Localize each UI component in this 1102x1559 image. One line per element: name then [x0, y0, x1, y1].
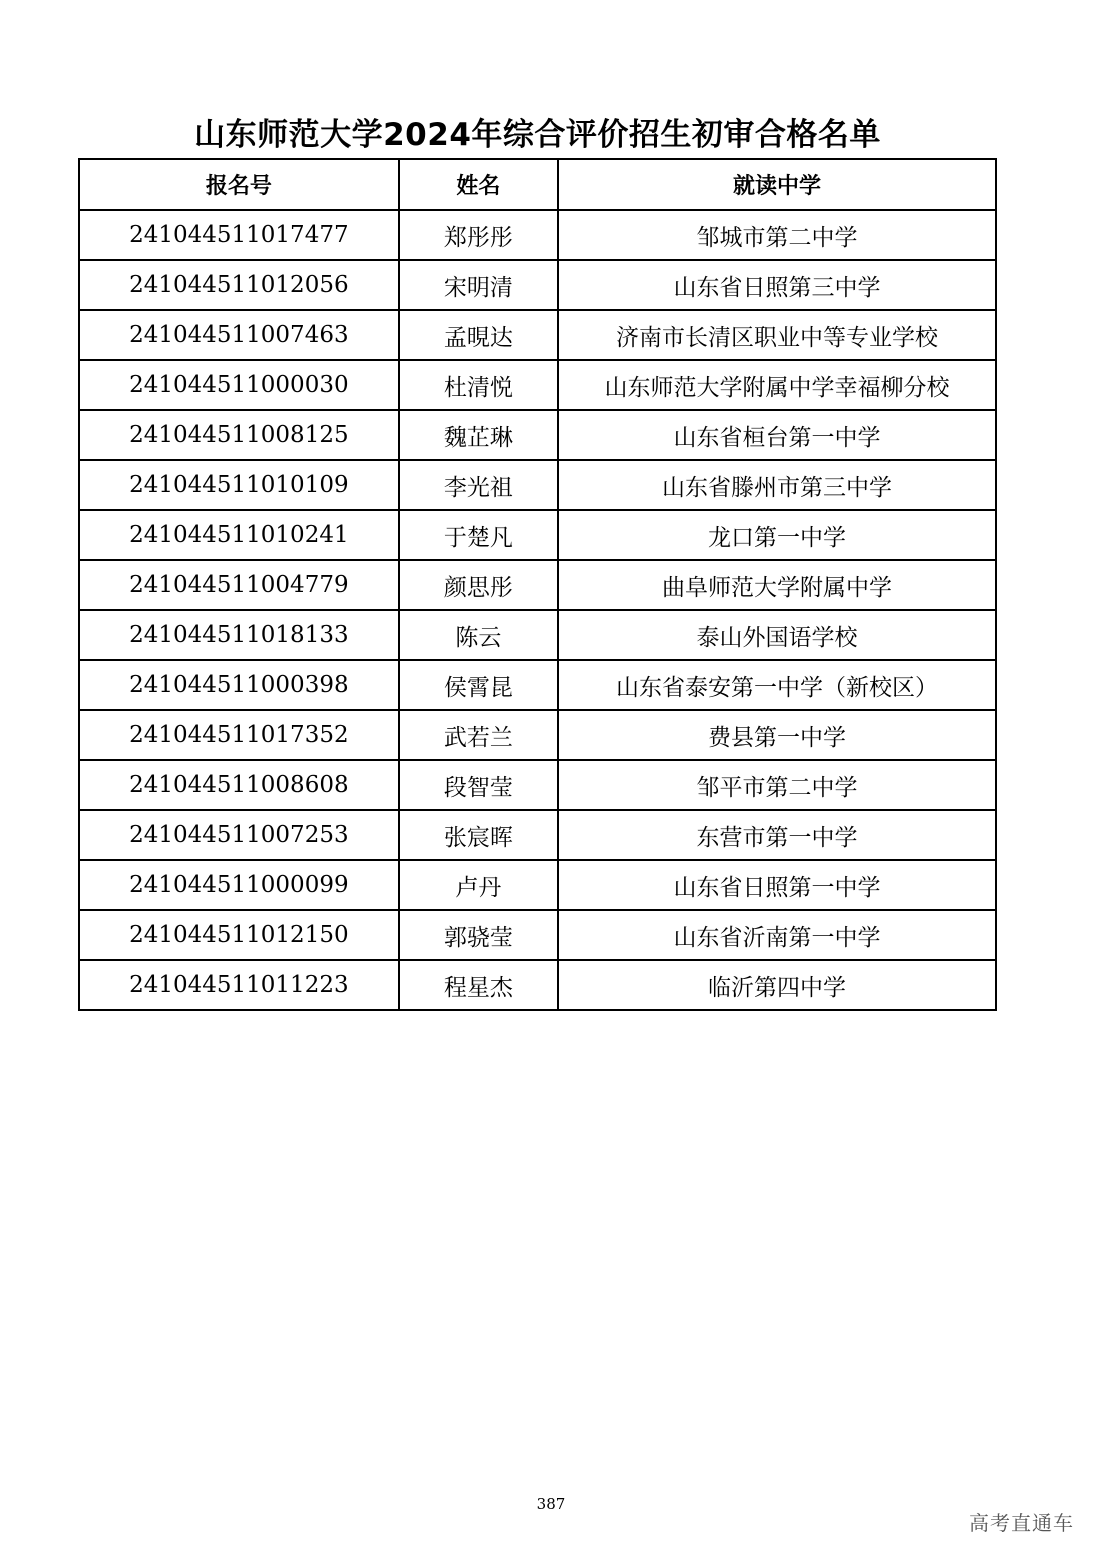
cell-school: 邹平市第二中学 — [558, 760, 996, 810]
table-row — [79, 710, 996, 760]
cell-name: 魏芷琳 — [399, 410, 558, 460]
cell-registration-number: 241044511011223 — [79, 960, 399, 1010]
table-row — [79, 660, 996, 710]
cell-school: 山东省滕州市第三中学 — [558, 460, 996, 510]
table-header-row — [79, 159, 996, 210]
cell-name: 郭骁莹 — [399, 910, 558, 960]
cell-registration-number: 241044511018133 — [79, 610, 399, 660]
cell-registration-number: 241044511008125 — [79, 410, 399, 460]
cell-registration-number: 241044511004779 — [79, 560, 399, 610]
table-row — [79, 460, 996, 510]
cell-school: 山东省日照第一中学 — [558, 860, 996, 910]
table-row — [79, 860, 996, 910]
cell-registration-number: 241044511008608 — [79, 760, 399, 810]
cell-name: 于楚凡 — [399, 510, 558, 560]
page-number: 387 — [536, 1495, 566, 1513]
cell-registration-number: 241044511010241 — [79, 510, 399, 560]
cell-name: 程星杰 — [399, 960, 558, 1010]
cell-school: 山东师范大学附属中学幸福柳分校 — [558, 360, 996, 410]
table-row — [79, 910, 996, 960]
cell-school: 邹城市第二中学 — [558, 210, 996, 260]
cell-school: 费县第一中学 — [558, 710, 996, 760]
cell-name: 孟晛达 — [399, 310, 558, 360]
roster-table — [78, 158, 997, 1011]
cell-registration-number: 241044511017477 — [79, 210, 399, 260]
cell-name: 杜清悦 — [399, 360, 558, 410]
table-row — [79, 410, 996, 460]
cell-school: 临沂第四中学 — [558, 960, 996, 1010]
cell-school: 济南市长清区职业中等专业学校 — [558, 310, 996, 360]
cell-school: 东营市第一中学 — [558, 810, 996, 860]
cell-school: 山东省日照第三中学 — [558, 260, 996, 310]
header-registration-number: 报名号 — [79, 159, 399, 210]
cell-name: 侯霄昆 — [399, 660, 558, 710]
cell-registration-number: 241044511017352 — [79, 710, 399, 760]
cell-registration-number: 241044511000030 — [79, 360, 399, 410]
cell-registration-number: 241044511007253 — [79, 810, 399, 860]
table-row — [79, 610, 996, 660]
page-title: 山东师范大学2024年综合评价招生初审合格名单 — [194, 117, 881, 153]
cell-name: 李光祖 — [399, 460, 558, 510]
cell-registration-number: 241044511012056 — [79, 260, 399, 310]
table-row — [79, 810, 996, 860]
cell-school: 山东省沂南第一中学 — [558, 910, 996, 960]
cell-school: 龙口第一中学 — [558, 510, 996, 560]
cell-name: 段智莹 — [399, 760, 558, 810]
header-name: 姓名 — [399, 159, 558, 210]
cell-name: 宋明清 — [399, 260, 558, 310]
table-row — [79, 760, 996, 810]
table-body — [79, 210, 996, 1010]
watermark-text: 高考直通车 — [969, 1511, 1074, 1535]
table-row — [79, 510, 996, 560]
cell-school: 泰山外国语学校 — [558, 610, 996, 660]
cell-name: 张宸晖 — [399, 810, 558, 860]
cell-registration-number: 241044511007463 — [79, 310, 399, 360]
table-row — [79, 960, 996, 1010]
cell-registration-number: 241044511012150 — [79, 910, 399, 960]
table-row — [79, 210, 996, 260]
cell-name: 卢丹 — [399, 860, 558, 910]
cell-registration-number: 241044511000099 — [79, 860, 399, 910]
cell-school: 山东省桓台第一中学 — [558, 410, 996, 460]
table-row — [79, 310, 996, 360]
cell-school: 曲阜师范大学附属中学 — [558, 560, 996, 610]
cell-school: 山东省泰安第一中学（新校区） — [558, 660, 996, 710]
table-row — [79, 260, 996, 310]
table-row — [79, 360, 996, 410]
cell-name: 郑彤彤 — [399, 210, 558, 260]
header-school: 就读中学 — [558, 159, 996, 210]
cell-registration-number: 241044511010109 — [79, 460, 399, 510]
table-row — [79, 560, 996, 610]
cell-name: 颜思彤 — [399, 560, 558, 610]
cell-name: 武若兰 — [399, 710, 558, 760]
cell-name: 陈云 — [399, 610, 558, 660]
cell-registration-number: 241044511000398 — [79, 660, 399, 710]
